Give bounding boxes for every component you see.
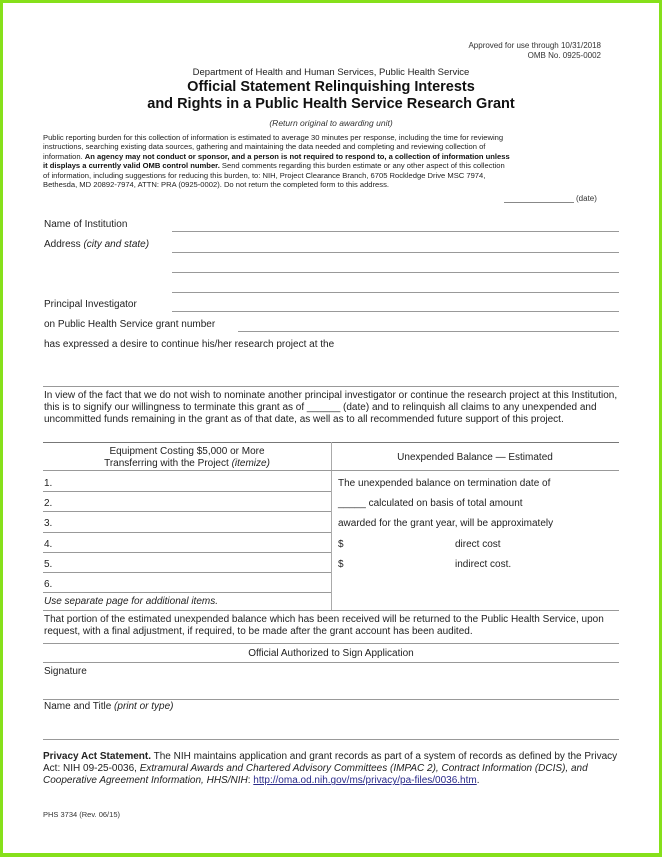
divider — [43, 662, 619, 663]
privacy-act-statement — [43, 751, 623, 788]
burden-text-1: Public reporting burden for this collection of information is estimated to average 30 minutes per response, including the time for reviewing instructions, searching existing data sources, gathering and maintaining the data needed and completing and reviewing collection of information. — [43, 133, 504, 161]
equipment-header-line2-text: Transferring with the Project — [104, 458, 229, 469]
direct-cost-label: direct cost — [455, 539, 501, 550]
grant-number-label: on Public Health Service grant number — [44, 319, 216, 330]
form-title-line1: Official Statement Relinquishing Interests — [187, 79, 475, 95]
name-title-hint: (print or type) — [114, 701, 174, 712]
privacy-text-2: : — [247, 775, 254, 787]
signature-input-line[interactable] — [43, 699, 619, 700]
desire-text: has expressed a desire to continue his/her research project at the — [44, 339, 335, 350]
indirect-cost-label: indirect cost. — [455, 559, 512, 570]
privacy-italic-text: Extramural Awards and Chartered Advisory Committees (IMPAC 2), Contract Information (DCIS), and Cooperative Agreement Information, HHS/NIH — [43, 763, 588, 787]
indirect-cost-dollar: $ — [338, 559, 344, 570]
name-title-label — [44, 701, 174, 712]
burden-text-2: Send comments regarding this burden estimate or any other aspect of this collection of information, including suggestions for reducing this burden, to: NIH, Project Clearance Branch, 6705 Rockledge Drive MSC 7974, Bethesda, MD 20892-7974, ATTN: PRA (0925-0002). Do not return the completed form to this address. — [43, 161, 505, 190]
row-divider — [43, 532, 331, 533]
balance-line-3: awarded for the grant year, will be approximately — [338, 518, 554, 529]
row-divider — [43, 491, 331, 492]
equipment-header-line2 — [43, 458, 331, 470]
equipment-header-hint: (itemize) — [231, 458, 270, 469]
balance-header: Unexpended Balance — Estimated — [397, 452, 553, 463]
pi-label: Principal Investigator — [44, 299, 137, 310]
date-label: (date) — [576, 194, 597, 203]
equipment-item-5[interactable]: 5. — [44, 559, 53, 570]
institution-label: Name of Institution — [44, 219, 128, 230]
table-header-divider — [43, 470, 619, 471]
department-name: Department of Health and Human Services, Public Health Service — [192, 67, 470, 78]
direct-cost-dollar: $ — [338, 539, 344, 550]
row-divider — [43, 592, 331, 593]
privacy-link[interactable]: http://oma.od.nih.gov/ms/privacy/pa-files/0036.htm — [253, 775, 477, 787]
privacy-heading: Privacy Act Statement. — [43, 751, 152, 762]
approval-date: Approved for use through 10/31/2018 — [468, 41, 601, 50]
address-input-line-1[interactable] — [172, 252, 619, 253]
omb-approval-block — [468, 41, 601, 61]
equipment-header-line1: Equipment Costing $5,000 or More — [109, 446, 265, 457]
address-hint: (city and state) — [83, 239, 150, 250]
form-title — [0, 79, 662, 113]
row-divider — [43, 572, 331, 573]
address-label — [44, 239, 149, 250]
equipment-item-3[interactable]: 3. — [44, 518, 53, 529]
privacy-text-1: The NIH maintains application and grant records as part of a system of records as defined by the Privacy Act: NIH 09-25-0036, — [43, 751, 618, 775]
name-title-label-text: Name and Title — [44, 701, 112, 712]
grant-number-input-line[interactable] — [238, 331, 619, 332]
table-bottom-divider — [43, 610, 619, 611]
desire-input-line[interactable] — [43, 386, 619, 387]
balance-line-2: _____ calculated on basis of total amount — [338, 498, 523, 509]
institution-input-line[interactable] — [172, 231, 619, 232]
address-input-line-2[interactable] — [172, 272, 619, 273]
return-note: (Return original to awarding unit) — [269, 118, 393, 128]
date-input-line[interactable] — [504, 195, 574, 203]
address-input-line-3[interactable] — [172, 292, 619, 293]
equipment-item-4[interactable]: 4. — [44, 539, 53, 550]
privacy-text-3: . — [476, 775, 480, 787]
form-code: PHS 3734 (Rev. 06/15) — [43, 810, 120, 819]
burden-statement — [43, 133, 513, 189]
row-divider — [43, 511, 331, 512]
divider — [43, 643, 619, 644]
table-column-divider — [331, 442, 332, 610]
date-field — [504, 194, 597, 203]
row-divider — [43, 552, 331, 553]
burden-bold-text: An agency may not conduct or sponsor, and a person is not required to respond to, a collection of information unless it displays a currently valid OMB control number. — [43, 151, 510, 171]
equipment-header — [43, 446, 331, 470]
equipment-item-1[interactable]: 1. — [44, 478, 53, 489]
balance-line-1: The unexpended balance on termination date of — [338, 478, 551, 489]
name-title-input-line[interactable] — [43, 739, 619, 740]
signature-label: Signature — [44, 666, 87, 677]
form-title-line2: and Rights in a Public Health Service Research Grant — [147, 96, 515, 112]
equipment-item-2[interactable]: 2. — [44, 498, 53, 509]
address-label-text: Address — [44, 239, 81, 250]
termination-statement: In view of the fact that we do not wish to nominate another principal investigator or continue the research project at this Institution, this is to signify our willingness to terminate this grant as of ______ (date) and to relinquish all claims to any unexpended and uncommitted funds remaining in the grant as of that date, as well as to all recommended future support of this project. — [44, 390, 618, 426]
omb-number: OMB No. 0925-0002 — [527, 51, 601, 60]
return-statement: That portion of the estimated unexpended balance which has been received will be returned to the Public Health Service, upon request, with a final adjustment, if required, to be made after the grant account has been audited. — [44, 614, 604, 638]
equipment-item-6[interactable]: 6. — [44, 579, 53, 590]
signing-header: Official Authorized to Sign Application — [248, 648, 414, 659]
additional-items-note: Use separate page for additional items. — [44, 596, 218, 607]
pi-input-line[interactable] — [172, 311, 619, 312]
